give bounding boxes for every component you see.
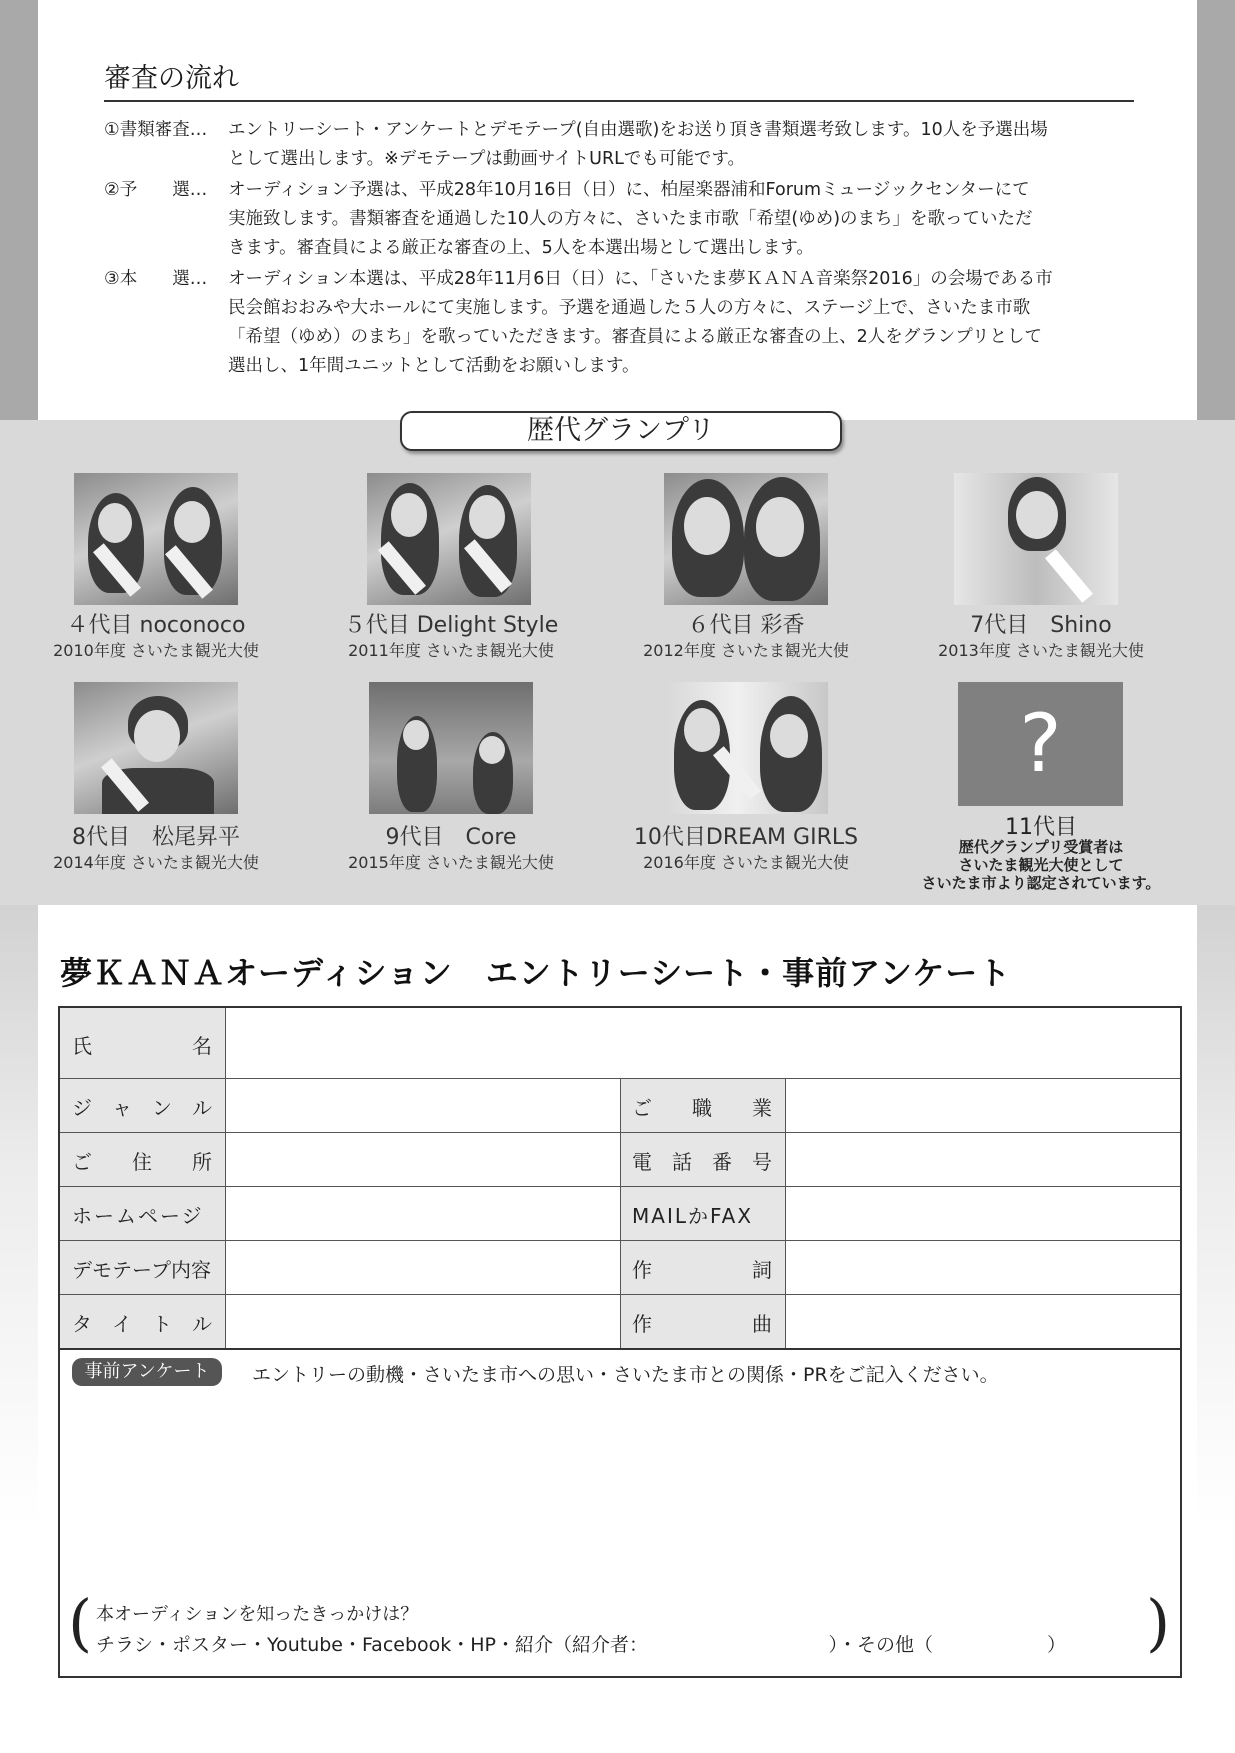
question-mark-placeholder: ? [958, 682, 1123, 806]
label-genre: ジ ャ ン ル [72, 1096, 212, 1120]
survey-question: エントリーの動機・さいたま市への思い・さいたま市との関係・PRをご記入ください。 [252, 1364, 999, 1386]
title-field[interactable] [226, 1295, 620, 1348]
winner-photo [664, 682, 828, 814]
flow-step-line: 「希望（ゆめ）のまち」を歌っていただきます。審査員による厳正な審査の上、2人をグランプリとして [228, 327, 1043, 347]
flow-step-line: きます。審査員による厳正な審査の上、5人を本選出場として選出します。 [228, 238, 814, 258]
flow-step-line: 民会館おおみや大ホールにて実施します。予選を通過した５人の方々に、ステージ上で、さいたま市歌 [228, 298, 1031, 318]
note-line: さいたま市より認定されています。 [921, 874, 1161, 892]
flow-step-line: 実施致します。書類審査を通過した10人の方々に、さいたま市歌「希望(ゆめ)のまち」を歌っていただ [228, 209, 1033, 229]
know-question: 本オーディションを知ったきっかけは？ [96, 1604, 419, 1625]
label-job: ご 職 業 [632, 1096, 772, 1120]
winner-name: ６代目 彩香 [687, 613, 805, 638]
note-line: さいたま観光大使として [958, 856, 1124, 874]
winner-name: 9代目 Core [385, 825, 517, 850]
label-address: ご 住 所 [72, 1150, 212, 1174]
frame-left [0, 0, 38, 420]
flow-title: 審査の流れ [104, 63, 239, 94]
survey-answer-area[interactable] [72, 1398, 1168, 1588]
next-winner-name: 11代目 [1005, 815, 1077, 840]
label-lyrics: 作 詞 [632, 1258, 772, 1282]
job-field[interactable] [786, 1079, 1180, 1132]
frame-right [1197, 0, 1235, 420]
winner-name: 8代目 松尾昇平 [72, 825, 240, 850]
label-composer: 作 曲 [632, 1312, 772, 1336]
flow-step-line: として選出します。※デモテープは動画サイトURLでも可能です。 [228, 149, 745, 169]
winner-year: 2010年度 さいたま観光大使 [53, 641, 259, 660]
winner-year: 2015年度 さいたま観光大使 [348, 853, 554, 872]
form-title: 夢ＫＡＮＡオーディション エントリーシート・事前アンケート [60, 954, 1012, 992]
flow-step-line: エントリーシート・アンケートとデモテープ(自由選歌)をお送り頂き書類選考致します。10人を予選出場 [228, 120, 1048, 140]
winner-name: 7代目 Shino [970, 613, 1112, 638]
flow-title-rule [104, 100, 1134, 102]
next-winner-note [895, 838, 1187, 892]
label-homepage: ホームページ [72, 1204, 204, 1228]
flow-step-label: ③本 選… [104, 269, 208, 289]
grandprix-title: 歴代グランプリ [400, 411, 842, 451]
label-name: 氏 名 [72, 1034, 212, 1058]
flow-step-line: 選出し、1年間ユニットとして活動をお願いします。 [228, 356, 640, 376]
entry-sheet [58, 1006, 1182, 1678]
demo-field[interactable] [226, 1241, 620, 1294]
mailfax-field[interactable] [786, 1187, 1180, 1240]
winner-year: 2014年度 さいたま観光大使 [53, 853, 259, 872]
composer-field[interactable] [786, 1295, 1180, 1348]
label-mailfax: MAILかFAX [632, 1204, 754, 1228]
winner-name: ４代目 noconoco [66, 613, 246, 638]
note-line: 歴代グランプリ受賞者は [958, 838, 1124, 856]
address-field[interactable] [226, 1133, 620, 1186]
winner-photo [954, 473, 1118, 605]
open-paren: ( [68, 1586, 93, 1659]
name-field[interactable] [226, 1008, 1180, 1078]
winner-photo [369, 682, 533, 814]
winner-photo [367, 473, 531, 605]
lyrics-field[interactable] [786, 1241, 1180, 1294]
winner-year: 2013年度 さいたま観光大使 [938, 641, 1144, 660]
close-paren: ) [1146, 1586, 1171, 1659]
flow-step-label: ②予 選… [104, 180, 208, 200]
winner-name: ５代目 Delight Style [343, 613, 559, 638]
winner-year: 2012年度 さいたま観光大使 [643, 641, 849, 660]
flow-step-label: ①書類審査… [104, 120, 208, 140]
label-title: タ イ ト ル [72, 1312, 212, 1336]
genre-field[interactable] [226, 1079, 620, 1132]
flow-step-line: オーディション本選は、平成28年11月6日（日）に、「さいたま夢ＫＡＮＡ音楽祭2016」の会場である市 [228, 269, 1053, 289]
homepage-field[interactable] [226, 1187, 620, 1240]
winner-photo [74, 473, 238, 605]
winner-year: 2016年度 さいたま観光大使 [643, 853, 849, 872]
label-demo: デモテープ内容 [72, 1258, 211, 1282]
winner-photo [664, 473, 828, 605]
know-options: チラシ・ポスター・Youtube・Facebook・HP・紹介（紹介者： ）・その他（ ） [96, 1634, 1067, 1656]
winner-name: 10代目DREAM GIRLS [633, 825, 859, 850]
label-phone: 電 話 番 号 [632, 1150, 772, 1174]
survey-badge: 事前アンケート [72, 1358, 222, 1386]
winner-year: 2011年度 さいたま観光大使 [348, 641, 554, 660]
winner-photo [74, 682, 238, 814]
flow-step-line: オーディション予選は、平成28年10月16日（日）に、柏屋楽器浦和Forumミュージックセンターにて [228, 180, 1030, 200]
phone-field[interactable] [786, 1133, 1180, 1186]
